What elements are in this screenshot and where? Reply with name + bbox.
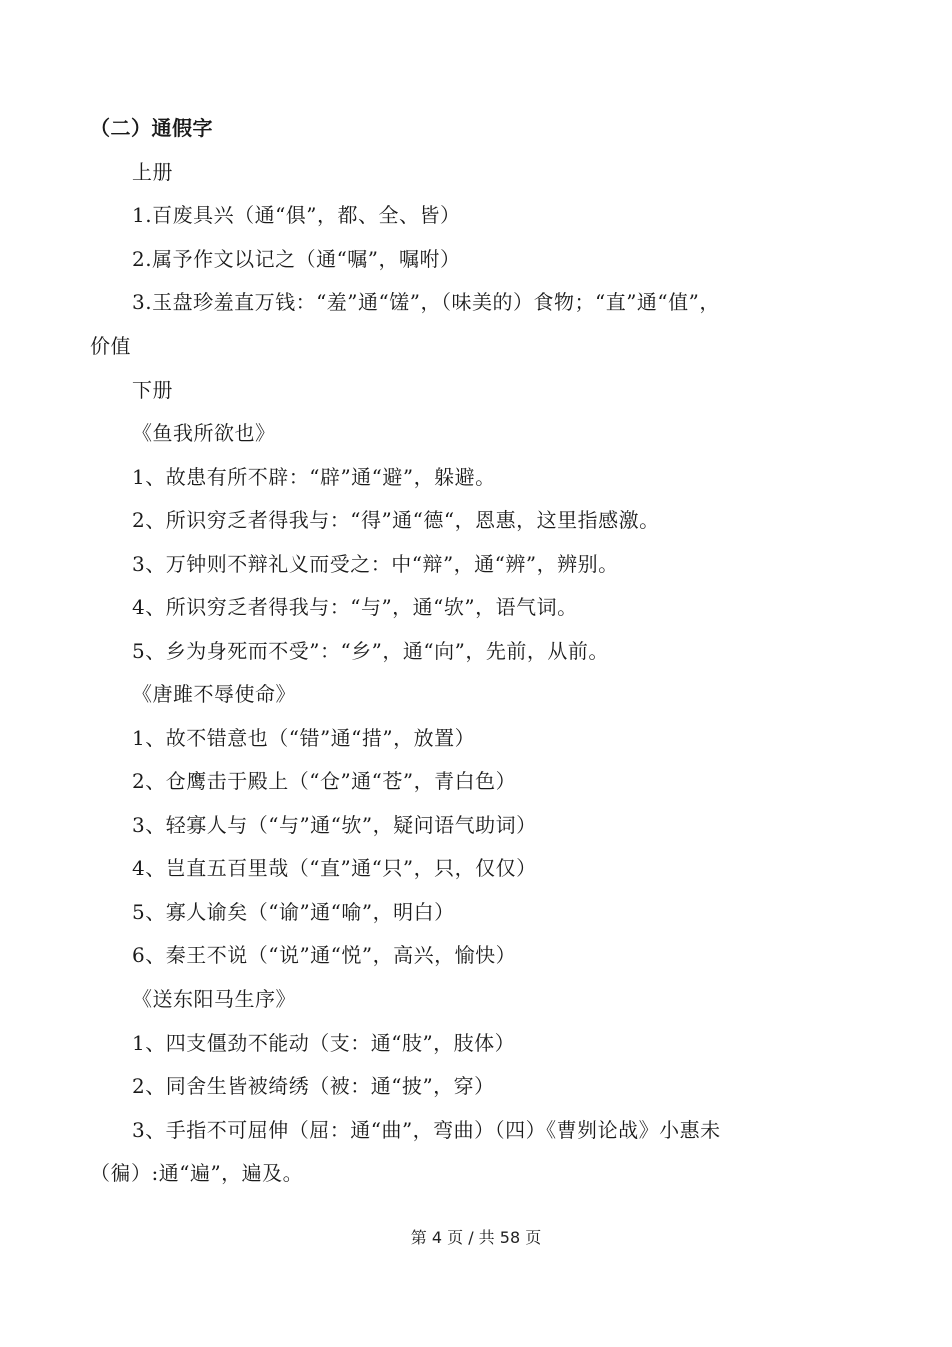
- list-item: 4、岂直五百里哉（“直”通“只”，只，仅仅）: [132, 856, 537, 880]
- list-item: 3、手指不可屈伸（屈：通“曲”，弯曲）（四）《曹刿论战》小惠未: [132, 1118, 721, 1142]
- list-item: 6、秦王不说（“说”通“悦”，高兴，愉快）: [132, 943, 517, 967]
- text-title: 《鱼我所欲也》: [132, 421, 276, 445]
- list-item: 2、仓鹰击于殿上（“仓”通“苍”，青白色）: [132, 769, 517, 793]
- volume-1-item: 3.玉盘珍羞直万钱：“羞”通“馐”，（味美的）食物；“直”通“值”，: [132, 290, 720, 314]
- volume-1-item-continuation: 价值: [90, 334, 131, 358]
- volume-1-item: 2.属予作文以记之（通“嘱”，嘱咐）: [132, 247, 461, 271]
- text-title: 《唐雎不辱使命》: [132, 682, 296, 706]
- list-item-continuation: （徧）:通“遍”，遍及。: [90, 1161, 304, 1185]
- list-item: 3、轻寡人与（“与”通“欤”，疑问语气助词）: [132, 813, 537, 837]
- list-item: 3、万钟则不辩礼义而受之：中“辩”，通“辨”，辨别。: [132, 552, 619, 576]
- page-indicator: 第 4 页 / 共 58 页: [410, 1228, 542, 1247]
- text-title: 《送东阳马生序》: [132, 987, 296, 1011]
- list-item: 2、所识穷乏者得我与：“得”通“德“，恩惠，这里指感激。: [132, 508, 660, 532]
- volume-1-label: 上册: [132, 160, 173, 184]
- list-item: 5、乡为身死而不受”：“乡”，通“向”，先前，从前。: [132, 639, 609, 663]
- volume-2-label: 下册: [132, 378, 173, 402]
- volume-1-item: 1.百废具兴（通“俱”，都、全、皆）: [132, 203, 461, 227]
- list-item: 1、故不错意也（“错”通“措”，放置）: [132, 726, 476, 750]
- list-item: 1、四支僵劲不能动（支：通“肢”，肢体）: [132, 1031, 516, 1055]
- list-item: 2、同舍生皆被绮绣（被：通“披”，穿）: [132, 1074, 495, 1098]
- list-item: 4、所识穷乏者得我与：“与”，通“欤”，语气词。: [132, 595, 578, 619]
- list-item: 5、寡人谕矣（“谕”通“喻”，明白）: [132, 900, 455, 924]
- section-title: （二）通假字: [90, 116, 213, 140]
- list-item: 1、故患有所不辟：“辟”通“避”，躲避。: [132, 465, 496, 489]
